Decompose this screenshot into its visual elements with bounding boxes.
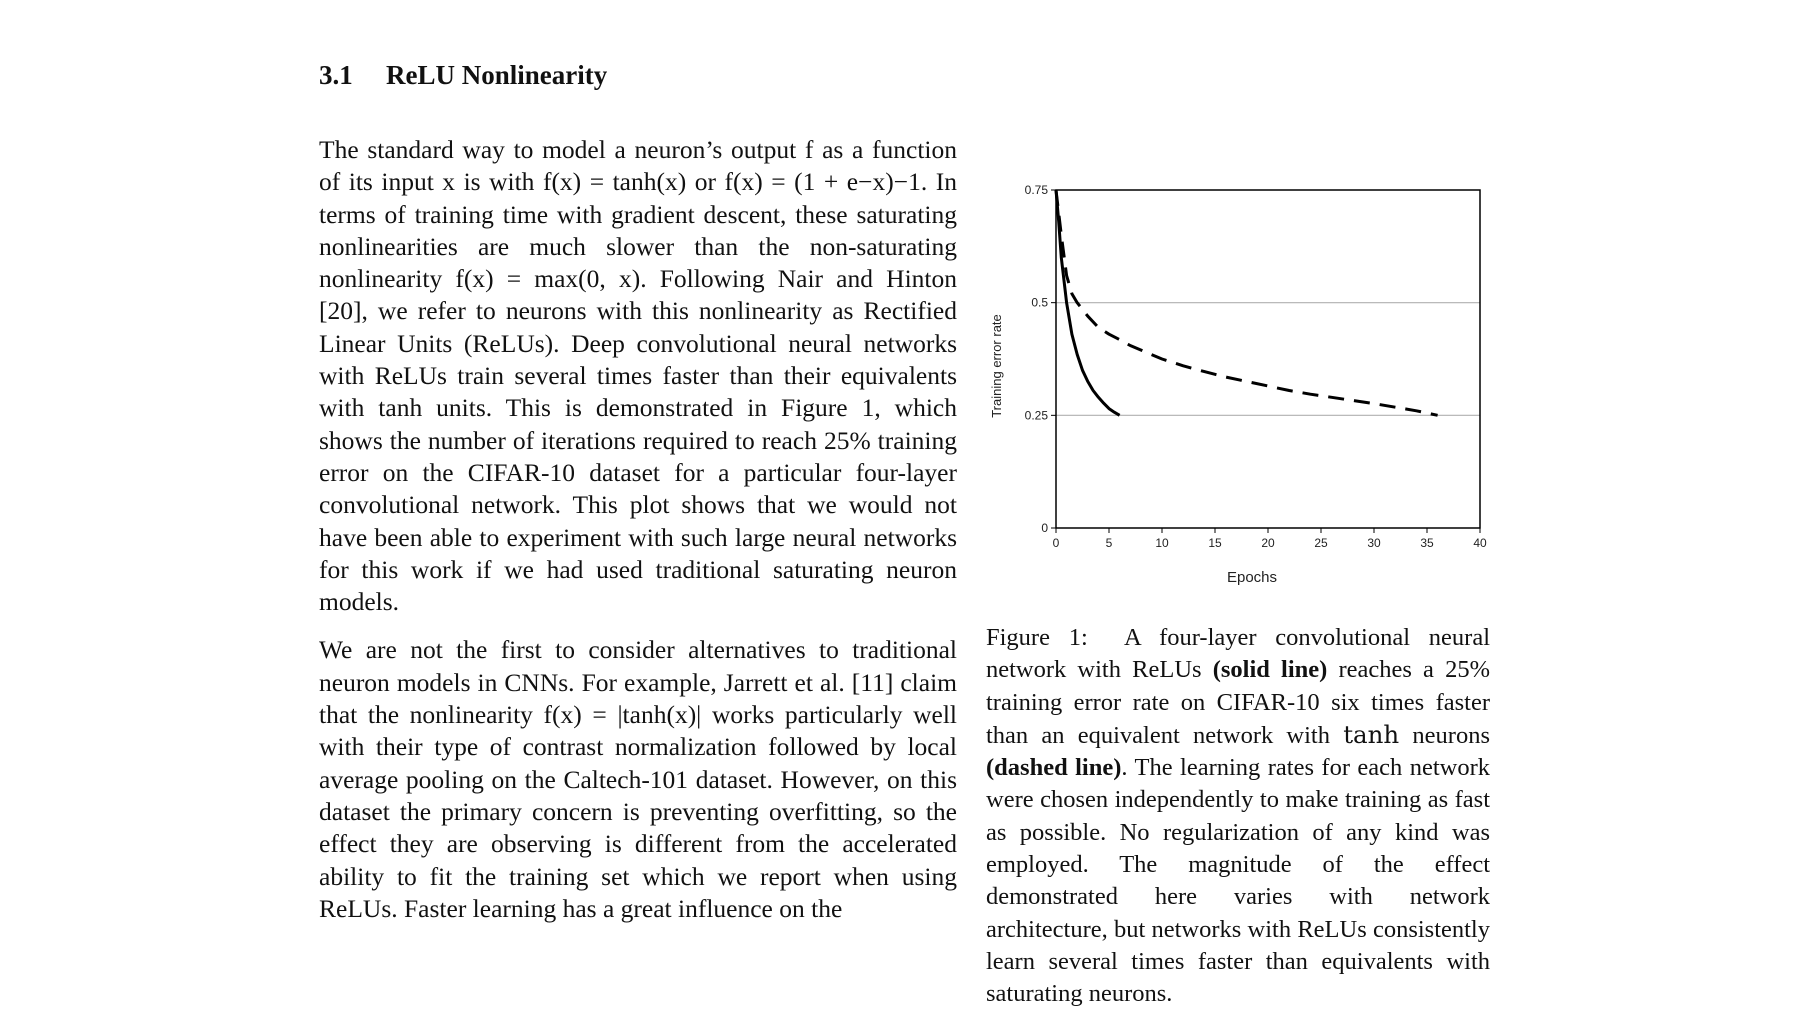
x-tick-label: 5 (1105, 536, 1113, 550)
y-tick-label: 0.25 (1024, 408, 1048, 423)
y-axis-label: Training error rate (989, 314, 1004, 418)
x-tick-label: 15 (1208, 536, 1222, 550)
x-tick-label: 0 (1052, 536, 1060, 550)
caption-part: reaches a 25% training error rate on CIFAR-10 six times faster than an equivalent network with (986, 656, 1490, 749)
y-tick-label: 0.75 (1024, 183, 1048, 197)
caption-part: A four-layer convolutional neural network with ReLUs (986, 624, 1491, 684)
paragraph-1: The standard way to model a neuron’s output f as a function of its input x is with f(x) = tanh(x) or f(x) = (1 + e−x)−1. In terms of training time with gradient descent, these saturating nonlinearities are much slower than the non-saturating nonlinearity f(x) = max(0, x). Following Nair and Hinton [20], we refer to neurons with this nonlinearity as Rectified Linear Units (ReLUs). Deep convolutional neural networks with ReLUs train several times faster than their equivalents with tanh units. This is demonstrated in Figure 1, which shows the number of iterations required to reach 25% training error on the CIFAR-10 dataset for a particular four-layer convolutional network. This plot shows that we would not have been able to experiment with such large neural networks for this work if we had used traditional saturating neuron models. (319, 135, 957, 617)
caption-part: . The learning rates for each network were chosen independently to make training as fast as possible. No regularization of any kind was employed. The magnitude of the effect demonstrated here varies with network architecture, but networks with ReLUs consistently learn several times faster than equivalents with saturating neurons. (986, 754, 1491, 1008)
body-text-column (319, 134, 957, 925)
section-title: ReLU Nonlinearity (386, 60, 608, 90)
x-tick-label: 40 (1473, 536, 1487, 550)
section-number: 3.1 (319, 60, 353, 90)
caption-part: neurons (1399, 721, 1490, 749)
figure-1 (986, 176, 1490, 590)
x-axis-label: Epochs (1226, 569, 1278, 586)
x-tick-label: 30 (1367, 536, 1381, 550)
caption-solid-line: (solid line) (1212, 656, 1328, 684)
caption-dashed-line: (dashed line) (986, 754, 1122, 782)
x-tick-label: 10 (1155, 536, 1169, 550)
y-tick-label: 0.5 (1031, 295, 1048, 310)
figure-caption (986, 622, 1490, 1011)
caption-tanh: tanh (1343, 719, 1400, 749)
caption-label: Figure 1: (986, 624, 1088, 651)
section-heading (319, 60, 607, 91)
training-error-chart (986, 176, 1490, 590)
x-tick-label: 25 (1314, 536, 1328, 550)
x-tick-label: 20 (1261, 536, 1275, 550)
x-tick-label: 35 (1420, 536, 1434, 550)
y-tick-label: 0 (1041, 521, 1048, 535)
paragraph-2: We are not the first to consider alternatives to traditional neuron models in CNNs. For example, Jarrett et al. [11] claim that the nonlinearity f(x) = |tanh(x)| works particularly well with their type of contrast normalization followed by local average pooling on the Caltech-101 dataset. However, on this dataset the primary concern is preventing overfitting, so the effect they are observing is different from the accelerated ability to fit the training set which we report when using ReLUs. Faster learning has a great influence on the (319, 635, 957, 923)
